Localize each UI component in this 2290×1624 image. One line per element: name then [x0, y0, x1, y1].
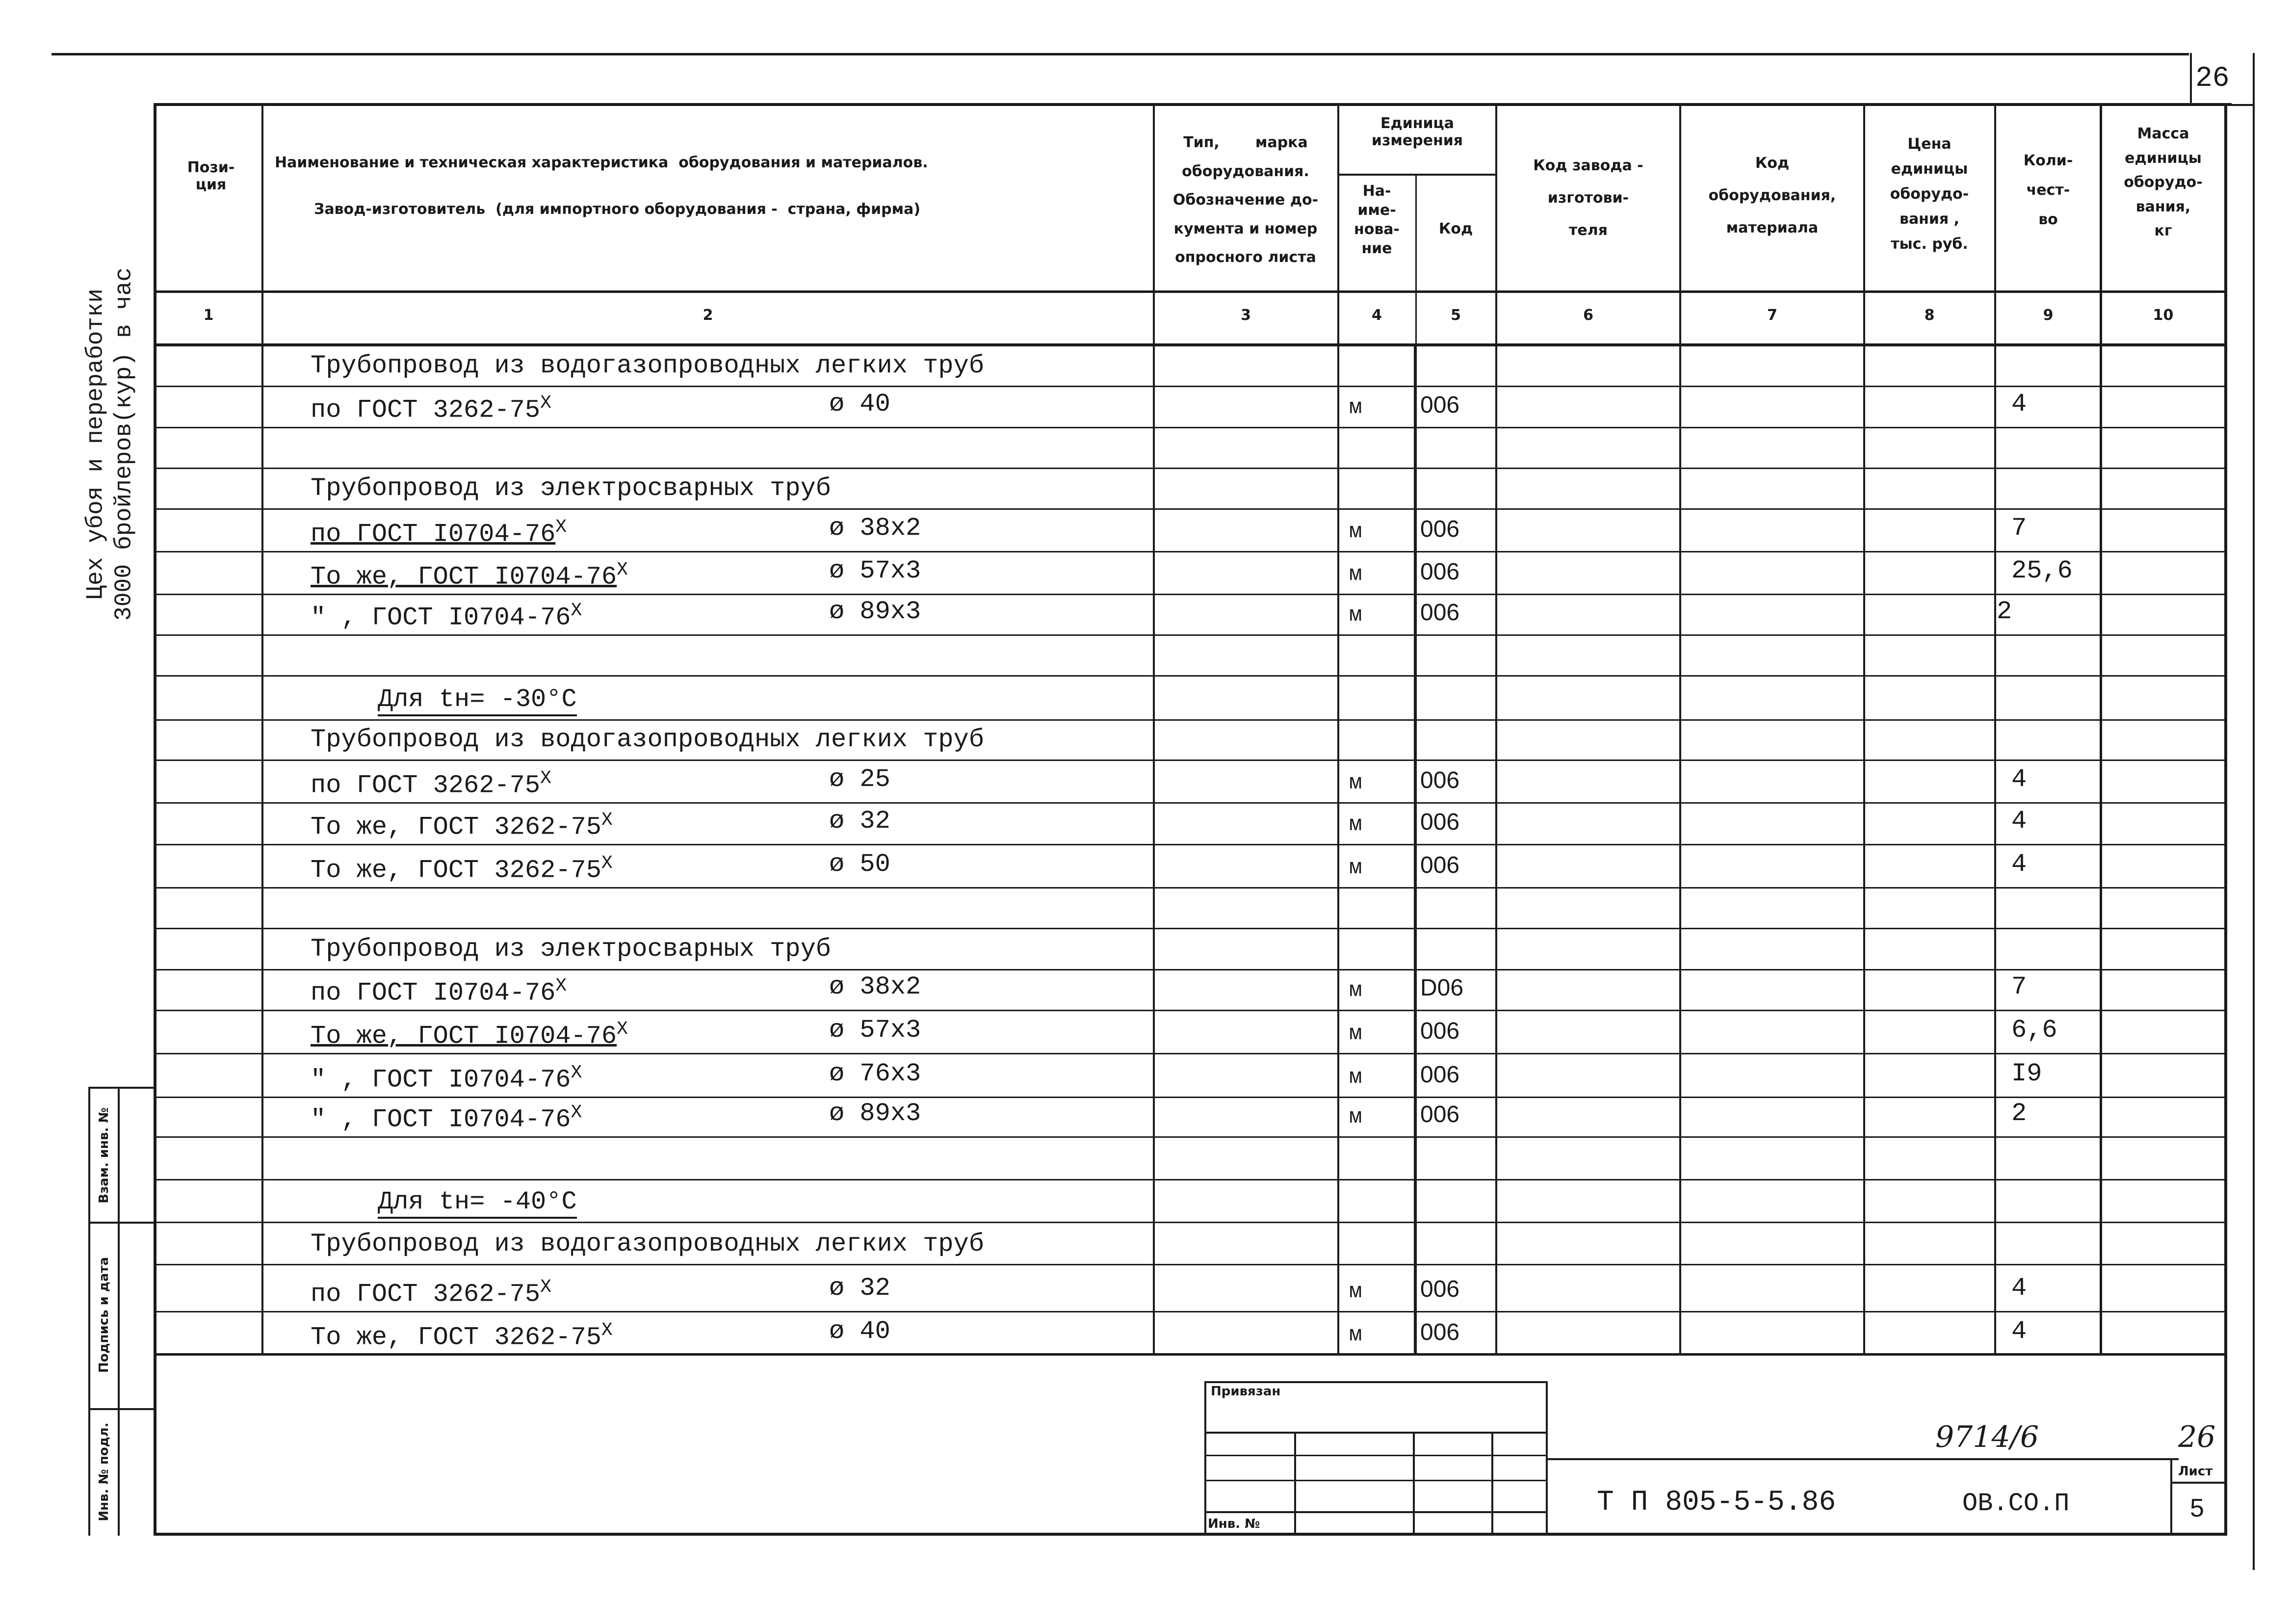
col-line-7 [1863, 103, 1865, 1355]
table-top-line [155, 103, 2232, 106]
row-line [155, 427, 2227, 428]
row-line [155, 887, 2227, 889]
side-title-line1: Цех убоя и переработки [82, 288, 109, 600]
row-name-text: То же, ГОСТ 3262-75 [311, 1323, 601, 1352]
colnum-10: 10 [2153, 307, 2174, 324]
doc-code: ОВ.СО.П [1962, 1489, 2070, 1518]
header-mass: Масса единицы оборудо- вания, кг [2124, 125, 2203, 239]
privyazan-col-3 [1491, 1432, 1493, 1536]
row-line [155, 468, 2227, 469]
handwritten-number: 9714/6 [1935, 1420, 2039, 1454]
row-name-sup: Х [601, 810, 613, 831]
row-unit-code: 006 [1420, 392, 1460, 418]
row-unit: м [1349, 771, 1362, 795]
row-line [155, 1136, 2227, 1138]
row-name [311, 474, 831, 503]
row-name-text: по ГОСТ 3262-75 [311, 771, 541, 800]
row-name [311, 935, 831, 964]
row-unit: м [1349, 1323, 1362, 1347]
list-number: 5 [2190, 1494, 2204, 1522]
row-line [155, 1097, 2227, 1098]
row-line [155, 802, 2227, 804]
row-quantity: 6,6 [2011, 1016, 2057, 1045]
row-name [311, 600, 582, 632]
row-name [311, 351, 984, 381]
row-name [311, 1102, 582, 1134]
row-unit: м [1349, 520, 1362, 544]
unit-subheader-line [1338, 174, 1496, 176]
row-line [155, 969, 2227, 970]
row-line [155, 1010, 2227, 1011]
row-line [155, 1311, 2227, 1312]
header-pos: Пози- ция [187, 159, 235, 193]
stamp-inv-podl: Инв. № подл. [97, 1422, 111, 1521]
row-diameter: ø 40 [829, 390, 890, 419]
header-price: Цена единицы оборудо- вания , тыс. руб. [1890, 135, 1969, 253]
privyazan-row-4 [1204, 1511, 1548, 1513]
colnum-3: 3 [1241, 307, 1251, 324]
colnum-5: 5 [1451, 307, 1461, 324]
col-line-6 [1679, 103, 1681, 1355]
row-name [311, 975, 567, 1008]
privyazan-col-1 [1294, 1432, 1296, 1536]
row-name-sup: Х [571, 600, 582, 621]
data-bottom-line [155, 1353, 2227, 1356]
row-unit: м [1349, 812, 1362, 837]
header-type: Тип, марка оборудования. Обозначение до- кумента и номер опросного листа [1172, 134, 1319, 266]
row-unit-code: 006 [1420, 559, 1460, 585]
privyazan-row-1 [1204, 1432, 1548, 1434]
side-title [82, 267, 138, 621]
col-line-2 [1153, 103, 1155, 1355]
row-diameter: ø 89х3 [829, 1099, 921, 1128]
stamp-strip-top [88, 1087, 154, 1089]
row-line [155, 760, 2227, 761]
col-line-1 [261, 103, 263, 1355]
stamp-strip-sep-1 [88, 1222, 154, 1224]
section-heading [378, 685, 577, 716]
row-name-text: по ГОСТ 3262-75 [311, 395, 541, 425]
row-unit-code: 006 [1420, 1062, 1460, 1088]
row-name-sup: Х [540, 1277, 551, 1298]
row-quantity: 2 [1997, 597, 2012, 626]
row-name-text: То же, ГОСТ I0704-76 [311, 1022, 617, 1051]
row-line [155, 634, 2227, 636]
row-diameter: ø 50 [829, 850, 890, 879]
row-line [155, 386, 2227, 387]
row-name-text: То же, ГОСТ 3262-75 [311, 812, 601, 842]
colnum-6: 6 [1583, 307, 1593, 324]
row-name [311, 853, 613, 885]
row-line [155, 675, 2227, 677]
row-unit: м [1349, 1065, 1362, 1090]
row-unit-code: 006 [1420, 1276, 1460, 1302]
row-unit: м [1349, 562, 1362, 587]
row-name [311, 1277, 551, 1309]
corner-box-left [2190, 53, 2192, 106]
row-name-sup: Х [617, 559, 628, 580]
row-diameter: ø 32 [829, 807, 890, 836]
row-diameter: ø 38х2 [829, 514, 921, 543]
row-name-sup: Х [540, 768, 551, 789]
row-unit-code: 006 [1420, 852, 1460, 878]
row-name-text: То же, ГОСТ I0704-76 [311, 562, 617, 592]
row-name [311, 393, 551, 425]
row-line [155, 1053, 2227, 1054]
header-unit-name: На- име- нова- ние [1353, 183, 1400, 257]
stamp-vzam-inv: Взам. инв. № [97, 1107, 111, 1204]
sheet-corner-number: 26 [2195, 63, 2230, 95]
row-name-text: Трубопровод из водогазопроводных легких труб [311, 725, 985, 754]
row-name [311, 559, 628, 592]
row-name [311, 768, 551, 800]
table-bottom-line [155, 1533, 2227, 1536]
row-unit: м [1349, 395, 1362, 420]
row-unit: м [1349, 1105, 1362, 1129]
row-name [311, 1062, 582, 1095]
col-line-4-heavy [1414, 344, 1417, 1355]
row-line [155, 1264, 2227, 1265]
privyazan-col-2 [1413, 1432, 1415, 1536]
header-bottom-line [155, 290, 2227, 293]
row-diameter: ø 76х3 [829, 1059, 921, 1088]
col-line-3 [1337, 103, 1339, 1355]
row-quantity: 7 [2011, 514, 2027, 543]
section-heading [378, 1187, 577, 1219]
list-box-left [2170, 1458, 2172, 1536]
row-unit-code: 006 [1420, 1101, 1460, 1127]
row-quantity: 25,6 [2011, 556, 2073, 585]
colnum-8: 8 [1924, 307, 1935, 324]
row-unit: м [1349, 1022, 1362, 1046]
privyazan-box-top [1204, 1381, 1548, 1383]
row-name [311, 1320, 613, 1352]
header-equipment-code: Код оборудования, материала [1708, 155, 1836, 236]
privyazan-row-2 [1204, 1455, 1548, 1456]
header-unit-code: Код [1438, 220, 1473, 237]
colnum-1: 1 [203, 307, 214, 324]
row-name-text: Трубопровод из водогазопроводных легких труб [311, 1230, 985, 1258]
row-diameter: ø 57х3 [829, 556, 921, 585]
row-diameter: ø 32 [829, 1274, 890, 1303]
colnum-bottom-line [155, 343, 2227, 346]
row-name-sup: Х [540, 393, 551, 414]
row-name-sup: Х [571, 1062, 582, 1083]
row-unit-code: 006 [1420, 1319, 1460, 1345]
row-name-text: по ГОСТ I0704-76 [311, 978, 556, 1008]
row-unit-code: 006 [1420, 1018, 1460, 1044]
colnum-9: 9 [2043, 307, 2054, 324]
row-name-sup: Х [601, 1320, 613, 1341]
row-unit: м [1349, 856, 1362, 880]
frame-top-line [52, 53, 2189, 55]
side-title-line2: 3000 бройлеров(кур) в час [111, 267, 137, 621]
row-unit: м [1349, 1280, 1362, 1304]
row-quantity: 4 [2011, 1317, 2027, 1346]
row-quantity: I9 [2011, 1059, 2042, 1088]
row-line [155, 928, 2227, 929]
row-quantity: 7 [2011, 972, 2027, 1001]
row-unit-code: 006 [1420, 767, 1460, 793]
row-line [155, 508, 2227, 510]
row-name-text: Трубопровод из электросварных труб [311, 935, 831, 964]
privyazan-label: Привязан [1211, 1384, 1281, 1399]
header-quantity: Коли- чест- во [2023, 152, 2073, 228]
colnum-4: 4 [1372, 307, 1382, 324]
stamp-strip-outer [88, 1087, 90, 1536]
row-name-sup: Х [571, 1102, 582, 1123]
project-code: Т П 805-5-5.86 [1597, 1487, 1836, 1519]
row-name-text: Трубопровод из электросварных труб [311, 474, 831, 503]
row-name-text: То же, ГОСТ 3262-75 [311, 856, 601, 885]
row-name-sup: Х [555, 975, 567, 996]
row-unit-code: D06 [1420, 975, 1464, 1001]
row-name-sup: Х [555, 517, 567, 538]
header-factory-code: Код завода - изготови- теля [1533, 157, 1643, 239]
row-unit-code: 006 [1420, 600, 1460, 626]
row-line [155, 594, 2227, 595]
header-name-line1: Наименование и техническая характеристика оборудования и материалов. [275, 154, 928, 171]
header-unit: Единица измерения [1371, 115, 1463, 149]
row-unit-code: 006 [1420, 809, 1460, 835]
row-diameter: ø 89х3 [829, 597, 921, 626]
title-block-top [1546, 1458, 2179, 1460]
row-quantity: 2 [2011, 1099, 2027, 1128]
row-line [155, 1222, 2227, 1223]
frame-right-line [2253, 53, 2255, 1570]
row-unit-code: 006 [1420, 516, 1460, 542]
row-unit: м [1349, 603, 1362, 628]
row-line [155, 551, 2227, 552]
row-name [311, 725, 984, 755]
row-name-text: Для tн= -30°С [378, 685, 577, 714]
row-quantity: 4 [2011, 807, 2027, 836]
row-name [311, 517, 567, 549]
row-name-text: по ГОСТ I0704-76 [311, 520, 556, 549]
row-diameter: ø 57х3 [829, 1016, 921, 1045]
row-name-text: " , ГОСТ I0704-76 [311, 1065, 571, 1095]
row-diameter: ø 38х2 [829, 972, 921, 1001]
row-quantity: 4 [2011, 850, 2027, 879]
list-label: Лист [2178, 1464, 2213, 1479]
colnum-7: 7 [1767, 307, 1777, 324]
row-quantity: 4 [2011, 1274, 2027, 1303]
row-line [155, 844, 2227, 845]
stamp-podpis-data: Подпись и дата [97, 1257, 111, 1373]
row-name-text: Для tн= -40°С [378, 1187, 577, 1216]
stamp-strip-sep-2 [88, 1408, 154, 1410]
row-diameter: ø 25 [829, 765, 890, 794]
row-quantity: 4 [2011, 390, 2027, 419]
col-line-8 [1994, 103, 1996, 1355]
row-name-text: " , ГОСТ I0704-76 [311, 1105, 571, 1134]
colnum-2: 2 [703, 307, 713, 324]
row-name-sup: Х [617, 1019, 628, 1040]
privyazan-row-3 [1204, 1480, 1548, 1481]
stamp-strip-inner [118, 1087, 120, 1536]
row-name-sup: Х [601, 853, 613, 874]
header-name-line2: Завод-изготовитель (для импортного оборудования - страна, фирма) [314, 201, 921, 218]
inv-no-label: Инв. № [1208, 1517, 1260, 1531]
row-name [311, 1019, 628, 1051]
row-unit: м [1349, 978, 1362, 1003]
row-name-text: Трубопровод из водогазопроводных легких труб [311, 351, 985, 380]
row-diameter: ø 40 [829, 1317, 890, 1346]
handwritten-page: 26 [2178, 1420, 2216, 1454]
row-quantity: 4 [2011, 765, 2027, 794]
row-name-text: по ГОСТ 3262-75 [311, 1280, 541, 1309]
row-line [155, 1179, 2227, 1180]
row-name [311, 1230, 984, 1259]
row-name [311, 810, 613, 842]
col-line-9 [2100, 103, 2102, 1355]
row-name-text: " , ГОСТ I0704-76 [311, 603, 571, 632]
list-box-sep [2170, 1482, 2227, 1484]
row-line [155, 719, 2227, 721]
col-line-5 [1495, 103, 1497, 1355]
